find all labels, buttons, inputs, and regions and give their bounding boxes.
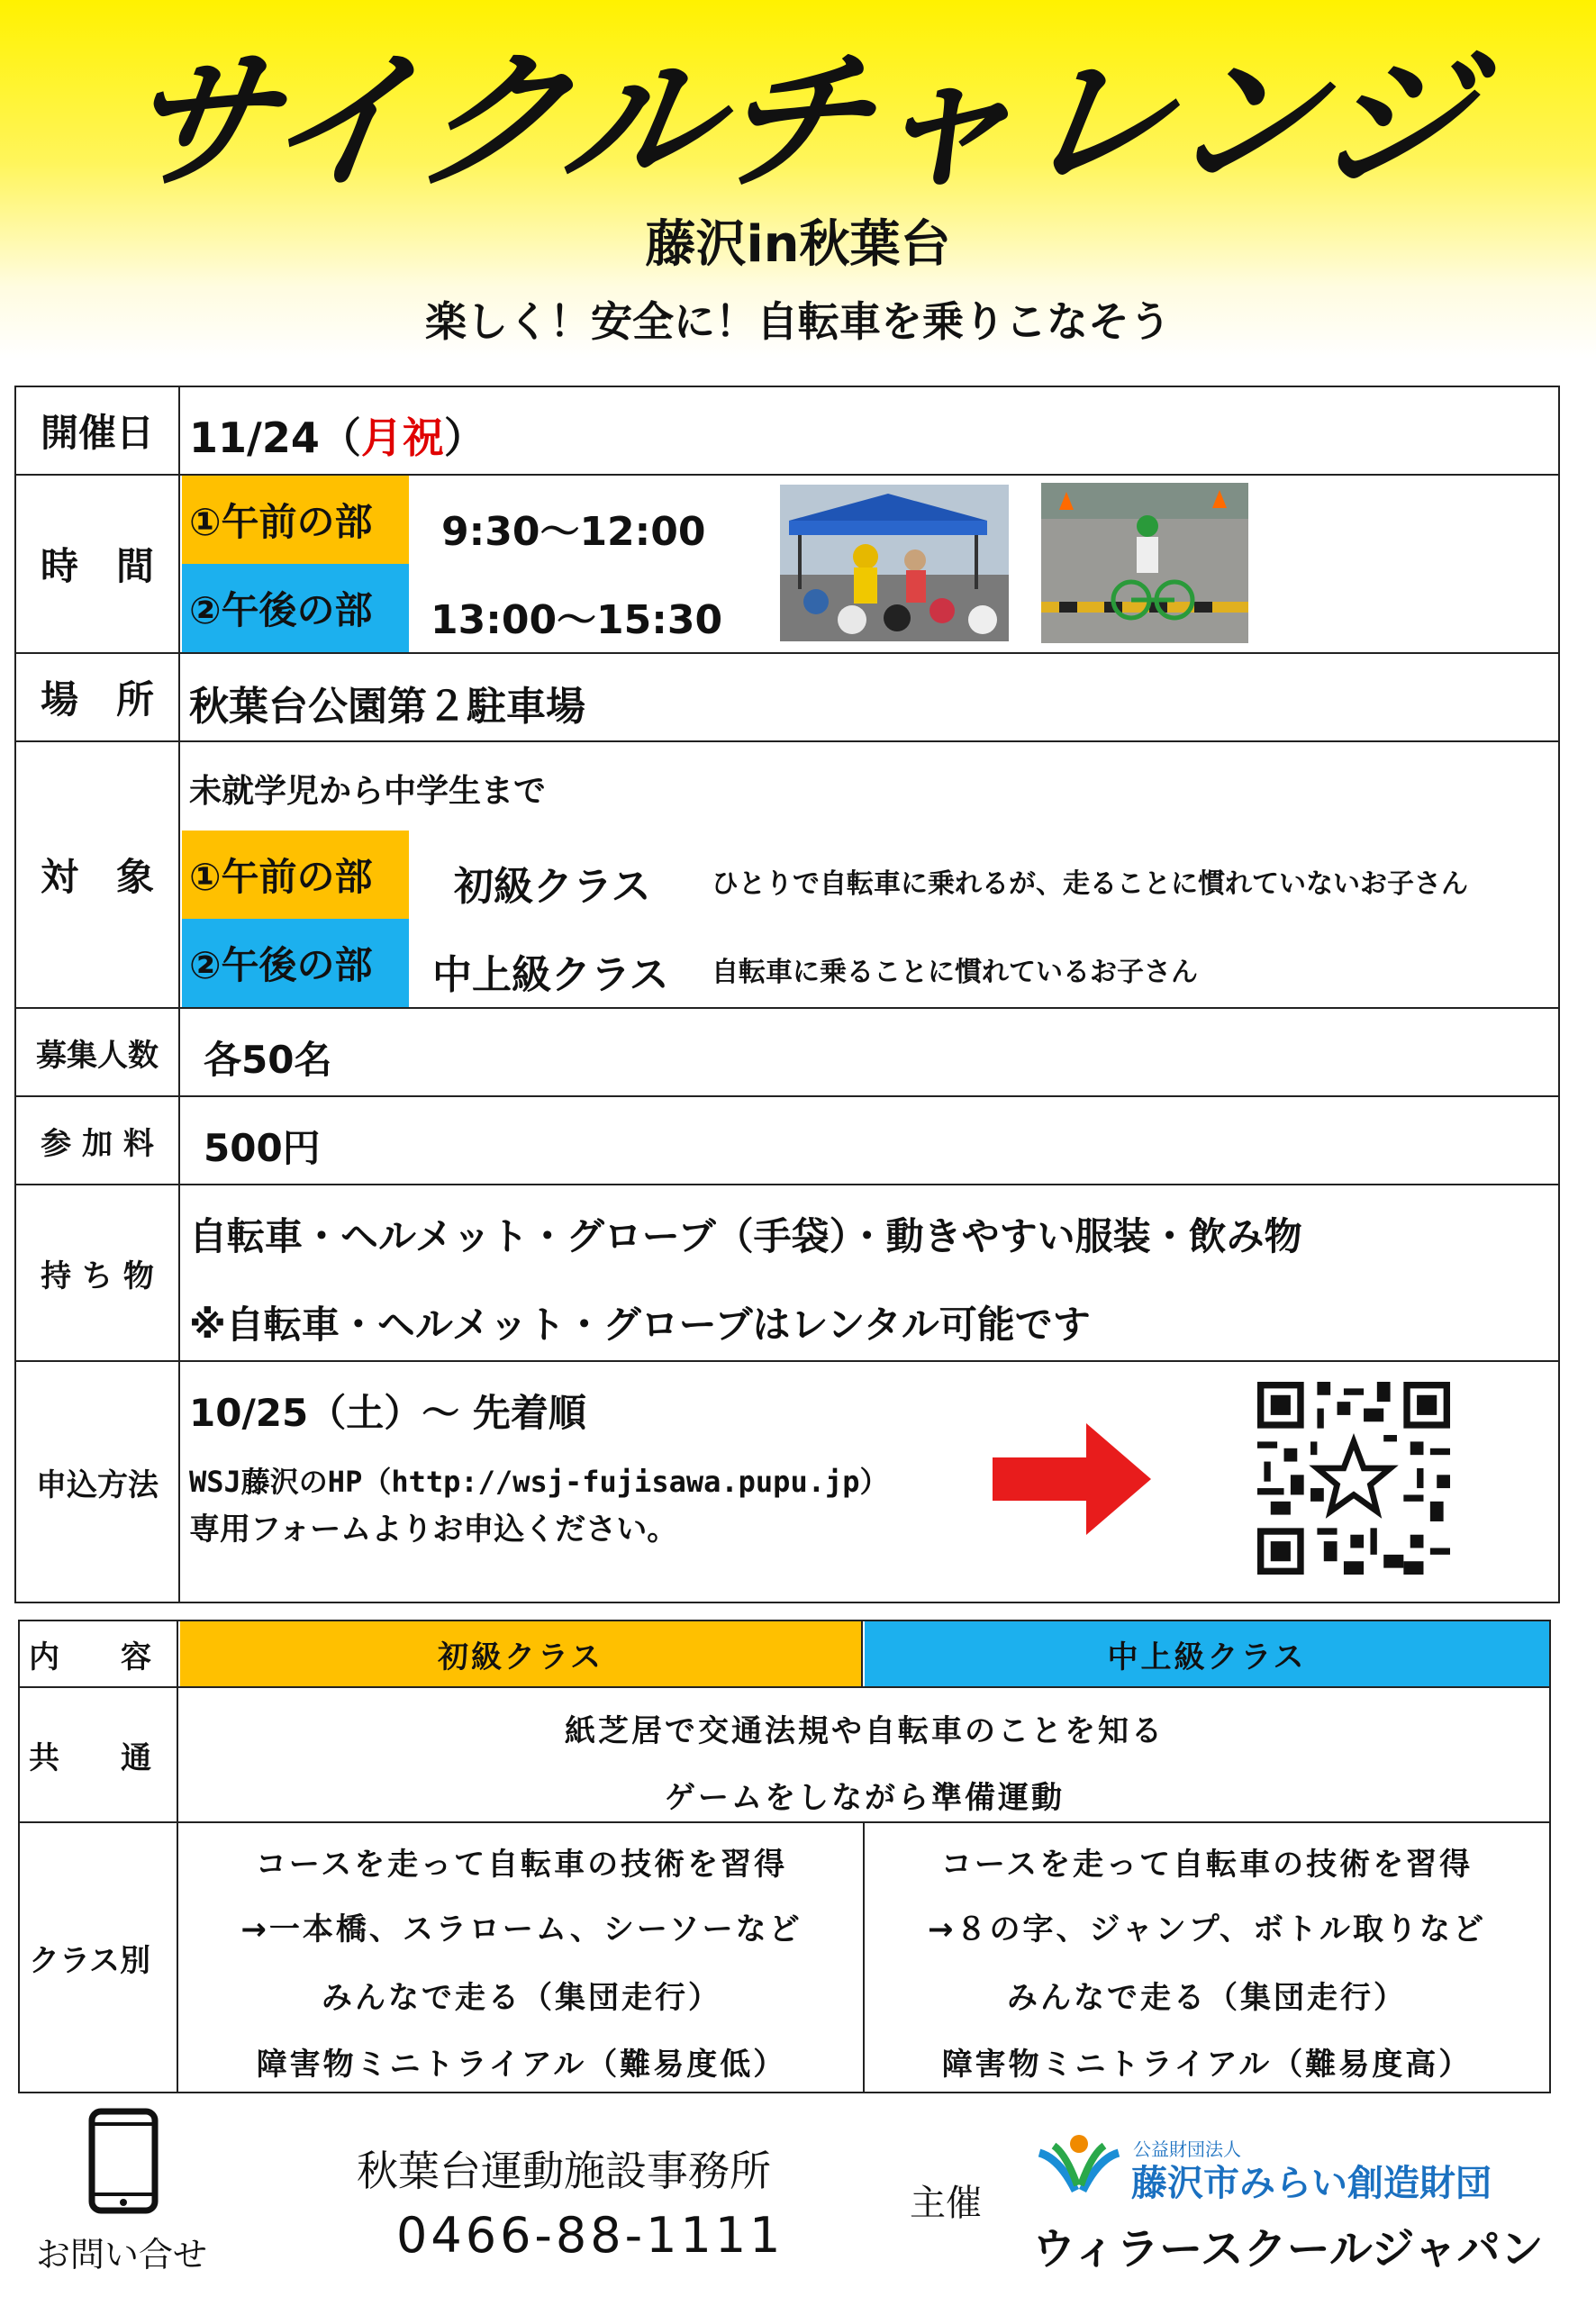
date-value: 11/24（月祝） [189, 413, 485, 462]
row-fee [16, 1097, 1558, 1185]
contact-label: お問い合せ [36, 2235, 208, 2274]
common-row [20, 1688, 1549, 1823]
advanced-class: 中上級クラス [432, 952, 669, 998]
beginner-item-2: →一本橋、スラローム、シーソーなど [240, 1911, 803, 1947]
row-items [16, 1185, 1558, 1362]
qr-code-icon[interactable] [1257, 1382, 1450, 1575]
items-label: 持 ち 物 [16, 1185, 180, 1360]
org-name: 藤沢市みらい創造財団 [1131, 2163, 1492, 2204]
time-label: 時 間 [16, 476, 180, 652]
arrow-right-icon [993, 1423, 1151, 1535]
header-banner [0, 0, 1596, 359]
event-title: サイクルチャレンジ [112, 33, 1484, 210]
am-badge: ①午前の部 [182, 476, 409, 564]
beginner-class: 初級クラス [454, 864, 651, 910]
foundation-logo-icon [1032, 2131, 1126, 2196]
common-line-1: 紙芝居で交通法規や自転車のことを知る [565, 1713, 1165, 1749]
content-header-row [20, 1621, 1549, 1688]
common-line-2: ゲームをしながら準備運動 [665, 1780, 1065, 1816]
beginner-item-3: みんなで走る（集団走行） [322, 1980, 721, 2016]
phone-number[interactable]: 0466-88-1111 [396, 2207, 784, 2264]
common-label: 共 通 [20, 1688, 178, 1821]
beginner-desc: ひとりで自転車に乗れるが、走ることに慣れていないお子さん [712, 868, 1468, 900]
advanced-item-3: みんなで走る（集団走行） [1007, 1980, 1407, 2016]
beginner-item-4: 障害物ミニトライアル（難易度低） [256, 2047, 787, 2083]
smartphone-icon [88, 2108, 159, 2214]
row-apply [16, 1362, 1558, 1602]
apply-line1: 10/25（土）〜 先着順 [189, 1391, 586, 1435]
target-am-badge: ①午前の部 [182, 831, 409, 919]
content-label: 内 容 [20, 1621, 178, 1686]
advanced-item-1: コースを走って自転車の技術を習得 [940, 1847, 1474, 1883]
capacity-value: 各50名 [204, 1038, 332, 1082]
class-label: クラス別 [20, 1823, 178, 2092]
target-intro: 未就学児から中学生まで [189, 773, 547, 810]
items-line1: 自転車・ヘルメット・グローブ（手袋）・動きやすい服装・飲み物 [189, 1214, 1302, 1258]
items-line2: ※自転車・ヘルメット・グローブはレンタル可能です [189, 1303, 1091, 1347]
target-pm-badge: ②午後の部 [182, 919, 409, 1007]
apply-url[interactable]: WSJ藤沢のHP（http://wsj-fujisawa.pupu.jp） [189, 1465, 889, 1499]
apply-label: 申込方法 [16, 1362, 180, 1602]
row-place [16, 654, 1558, 742]
content-table [18, 1620, 1551, 2093]
beginner-item-1: コースを走って自転車の技術を習得 [255, 1847, 788, 1883]
event-subtitle: 藤沢in秋葉台 [645, 215, 951, 274]
advanced-header: 中上級クラス [865, 1621, 1549, 1686]
event-photo-bike [1041, 483, 1248, 643]
org-type: 公益財団法人 [1133, 2138, 1241, 2160]
info-table [14, 386, 1560, 1603]
place-label: 場 所 [16, 654, 180, 740]
row-target [16, 742, 1558, 1009]
holiday-text: 月祝 [360, 413, 444, 462]
organizer-label: 主催 [910, 2183, 982, 2224]
fee-label: 参 加 料 [16, 1097, 180, 1184]
advanced-item-2: →８の字、ジャンプ、ボトル取りなど [927, 1911, 1487, 1947]
advanced-desc: 自転車に乗ることに慣れているお子さん [712, 957, 1198, 988]
office-name: 秋葉台運動施設事務所 [357, 2147, 771, 2195]
am-time: 9:30〜12:00 [441, 509, 706, 555]
event-tagline: 楽しく！安全に！自転車を乗りこなそう [425, 297, 1171, 346]
target-label: 対 象 [16, 742, 180, 1007]
class-row [20, 1823, 1549, 2092]
event-photo-tent [780, 485, 1009, 641]
date-label: 開催日 [16, 387, 180, 474]
fee-value: 500円 [204, 1126, 321, 1170]
pm-badge: ②午後の部 [182, 564, 409, 652]
place-value: 秋葉台公園第２駐車場 [189, 684, 585, 730]
advanced-item-4: 障害物ミニトライアル（難易度高） [941, 2047, 1473, 2083]
capacity-label: 募集人数 [16, 1009, 180, 1095]
row-time [16, 476, 1558, 654]
apply-line3: 専用フォームよりお申込ください。 [189, 1512, 678, 1548]
row-date [16, 387, 1558, 476]
school-name: ウィラースクールジャパン [1032, 2224, 1544, 2274]
pm-time: 13:00〜15:30 [431, 597, 723, 643]
row-capacity [16, 1009, 1558, 1097]
beginner-header: 初級クラス [180, 1621, 863, 1686]
